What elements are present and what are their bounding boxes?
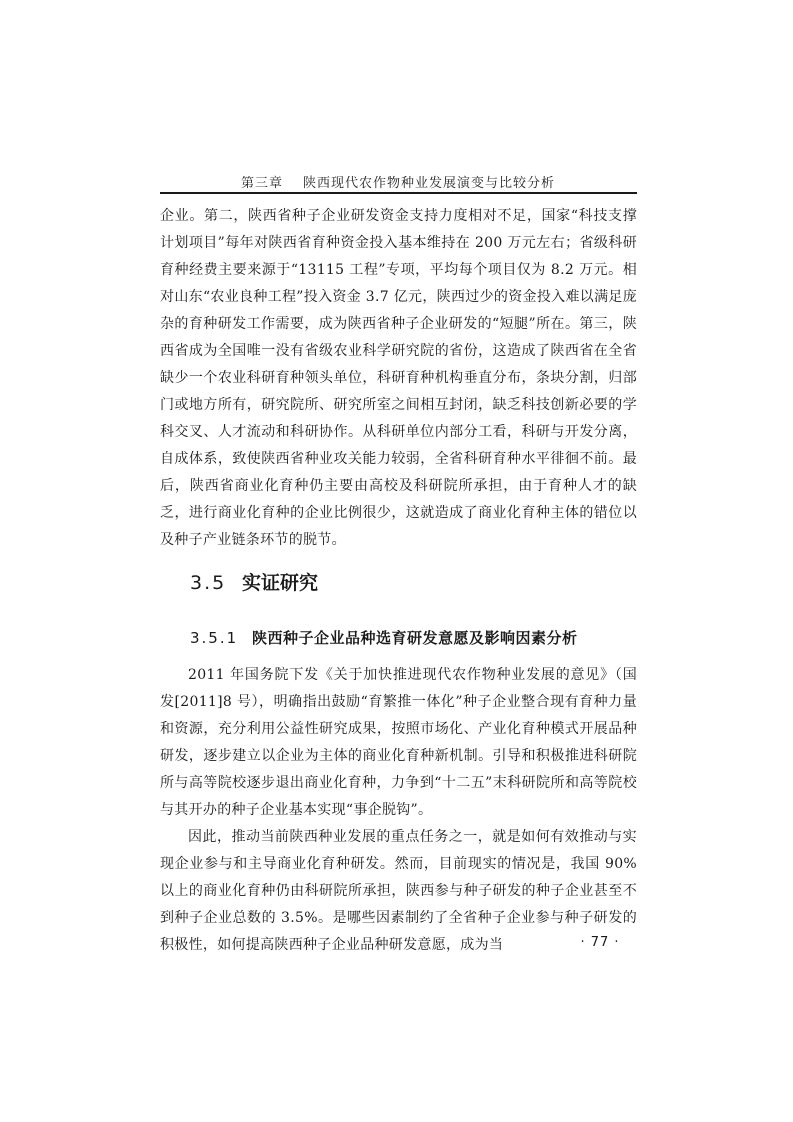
running-head: [160, 172, 636, 191]
paragraph: 2011 年国务院下发《关于加快推进现代农作物种业发展的意见》（国发[2011]8 号），明确指出鼓励“育繁推一体化”种子企业整合现有育种力量和资源，充分利用公益性研究成果，按照市场化、产业化育种模式开展品种研发，逐步建立以企业为主体的商业化育种新机制。引导和积极推进科研院所与高等院校逐步退出商业化育种，力争到“十二五”末科研院所和高等院校与其开办的种子企业基本实现“事企脱钩”。: [160, 667, 637, 818]
page-number: · 77 ·: [580, 935, 620, 950]
subsection-heading: [190, 627, 578, 648]
subsection-title: 陕西种子企业品种选育研发意愿及影响因素分析: [252, 629, 578, 647]
body-text-bottom: [160, 662, 637, 959]
section-title: 实证研究: [242, 572, 319, 594]
paragraph: 企业。第二，陕西省种子企业研发资金支持力度相对不足，国家“科技支撑计划项目”每年对陕西省育种资金投入基本维持在 200 万元左右；省级科研育种经费主要来源于“13115 工程”专项，平均每个项目仅为 8.2 万元。相对山东“农业良种工程”投入资金 3.7 亿元，陕西过少的资金投入难以满足庞杂的育种研发工作需要，成为陕西省种子企业研发的“短腿”所在。第三，陕西省成为全国唯一没有省级农业科学研究院的省份，这造成了陕西省在全省缺少一个农业科研育种领头单位，科研育种机构垂直分布，条块分割，归部门或地方所有，研究院所、研究所室之间相互封闭，缺乏科技创新必要的学科交叉、人才流动和科研协作。从科研单位内部分工看，科研与开发分离，自成体系，致使陕西省种业攻关能力较弱，全省科研育种水平徘徊不前。最后，陕西省商业化育种仍主要由高校及科研院所承担，由于育种人才的缺乏，进行商业化育种的企业比例很少，这就造成了商业化育种主体的错位以及种子产业链条环节的脱节。: [160, 208, 637, 548]
running-head-chapter: 第三章: [240, 176, 283, 191]
body-text-top: [160, 203, 637, 554]
header-rule: [160, 192, 637, 194]
section-heading: [190, 568, 318, 595]
running-head-title: 陕西现代农作物种业发展演变与比较分析: [303, 176, 556, 191]
subsection-number: 3.5.1: [190, 629, 239, 647]
section-number: 3.5: [190, 572, 227, 594]
paragraph: 因此，推动当前陕西种业发展的重点任务之一，就是如何有效推动与实现企业参与和主导商业化育种研发。然而，目前现实的情况是，我国 90% 以上的商业化育种仍由科研院所承担，陕西参与种子研发的种子企业甚至不到种子企业总数的 3.5%。是哪些因素制约了全省种子企业参与种子研发的积极性，如何提高陕西种子企业品种研发意愿，成为当: [160, 829, 637, 953]
